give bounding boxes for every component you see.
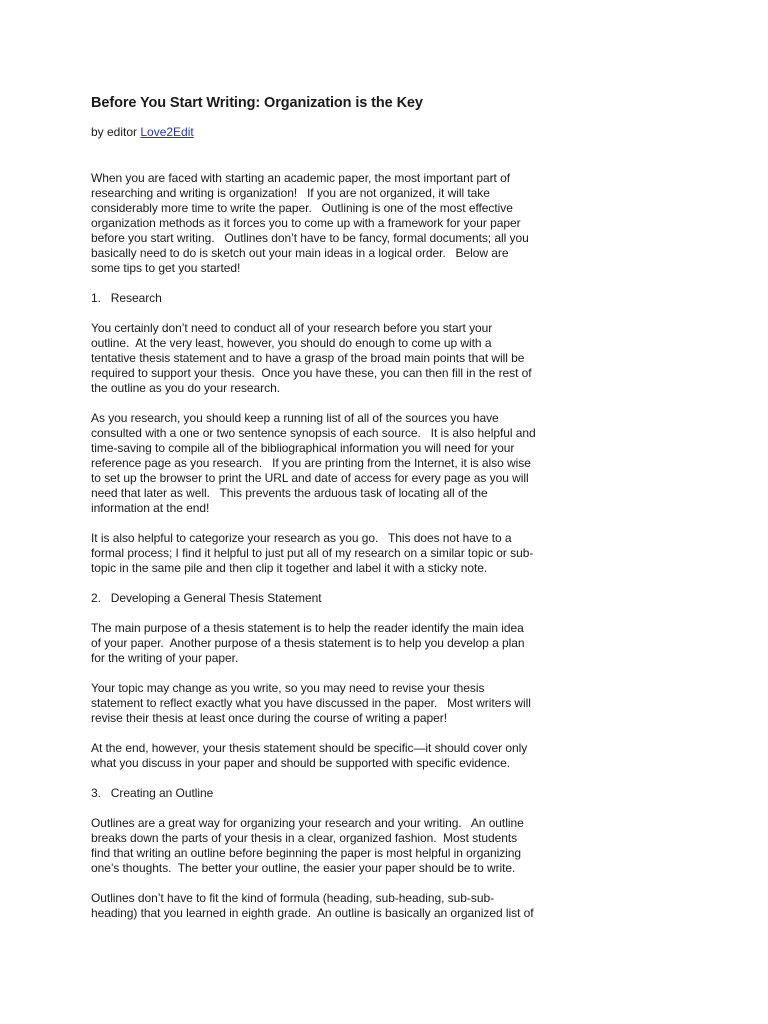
- text-line: of your paper. Another purpose of a thesis statement is to help you develop a plan: [91, 636, 525, 650]
- section-heading: [91, 591, 569, 606]
- text-line: topic in the same pile and then clip it together and label it with a sticky note.: [91, 561, 488, 575]
- text-line: before you start writing. Outlines don’t have to be fancy, formal documents; all you: [91, 231, 529, 245]
- text-line: reference page as you research. If you are printing from the Internet, it is also wise: [91, 456, 531, 470]
- text-line: to set up the browser to print the URL and date of access for every page as you will: [91, 471, 529, 485]
- text-line: Outlines don’t have to fit the kind of formula (heading, sub-heading, sub-sub-: [91, 891, 495, 905]
- text-line: breaks down the parts of your thesis in a clear, organized fashion. Most students: [91, 831, 518, 845]
- paragraph: [91, 741, 569, 771]
- text-line: required to support your thesis. Once you have these, you can then fill in the rest of: [91, 366, 532, 380]
- text-line: As you research, you should keep a running list of all of the sources you have: [91, 411, 499, 425]
- text-line: Your topic may change as you write, so you may need to revise your thesis: [91, 681, 485, 695]
- text-line: researching and writing is organization! If you are not organized, it will take: [91, 186, 490, 200]
- author-link[interactable]: Love2Edit: [140, 125, 194, 139]
- text-line: one’s thoughts. The better your outline, the easier your paper should be to write.: [91, 861, 516, 875]
- text-line: revise their thesis at least once during the course of writing a paper!: [91, 711, 447, 725]
- paragraph: [91, 816, 569, 876]
- text-line: find that writing an outline before beginning the paper is most helpful in organizing: [91, 846, 522, 860]
- text-line: Outlines are a great way for organizing your research and your writing. An outline: [91, 816, 524, 830]
- text-line: heading) that you learned in eighth grade. An outline is basically an organized list of: [91, 906, 534, 920]
- text-line: organization methods as it forces you to come up with a framework for your paper: [91, 216, 521, 230]
- text-line: It is also helpful to categorize your research as you go. This does not have to a: [91, 531, 512, 545]
- text-line: the outline as you do your research.: [91, 381, 280, 395]
- text-line: formal process; I find it helpful to just put all of my research on a similar topic or sub-: [91, 546, 534, 560]
- paragraph: [91, 531, 569, 576]
- document-title: Before You Start Writing: Organization is the Key: [91, 95, 423, 111]
- byline: [91, 125, 569, 140]
- text-line: some tips to get you started!: [91, 261, 241, 275]
- text-line: for the writing of your paper.: [91, 651, 239, 665]
- paragraph: [91, 411, 569, 516]
- text-line: what you discuss in your paper and should be supported with specific evidence.: [91, 756, 511, 770]
- text-line: need that later as well. This prevents the arduous task of locating all of the: [91, 486, 488, 500]
- text-line: 1. Research: [91, 291, 162, 305]
- paragraph: [91, 321, 569, 396]
- text-line: basically need to do is sketch out your main ideas in a logical order. Below are: [91, 246, 509, 260]
- text-line: tentative thesis statement and to have a grasp of the broad main points that will be: [91, 351, 525, 365]
- text-line: considerably more time to write the paper. Outlining is one of the most effective: [91, 201, 513, 215]
- text-line: 3. Creating an Outline: [91, 786, 214, 800]
- byline-prefix: by editor: [91, 125, 141, 139]
- text-line: At the end, however, your thesis statement should be specific—it should cover only: [91, 741, 528, 755]
- paragraph: [91, 171, 569, 276]
- text-line: When you are faced with starting an academic paper, the most important part of: [91, 171, 510, 185]
- document-body: [91, 171, 569, 921]
- section-heading: [91, 291, 569, 306]
- text-line: 2. Developing a General Thesis Statement: [91, 591, 322, 605]
- text-line: consulted with a one or two sentence synopsis of each source. It is also helpful and: [91, 426, 536, 440]
- section-heading: [91, 786, 569, 801]
- text-line: The main purpose of a thesis statement is to help the reader identify the main idea: [91, 621, 524, 635]
- paragraph: [91, 621, 569, 666]
- text-line: You certainly don’t need to conduct all of your research before you start your: [91, 321, 493, 335]
- document-page: [91, 94, 569, 936]
- text-line: outline. At the very least, however, you should do enough to come up with a: [91, 336, 492, 350]
- paragraph: [91, 681, 569, 726]
- text-line: statement to reflect exactly what you have discussed in the paper. Most writers will: [91, 696, 531, 710]
- text-line: time-saving to compile all of the bibliographical information you will need for your: [91, 441, 515, 455]
- paragraph: [91, 891, 569, 921]
- text-line: information at the end!: [91, 501, 210, 515]
